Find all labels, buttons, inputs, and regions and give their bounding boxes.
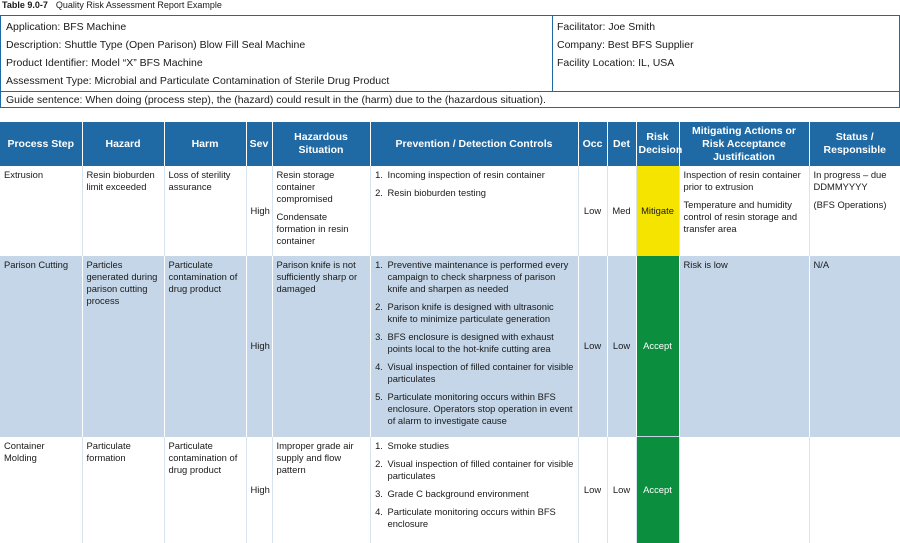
table-row (0, 256, 900, 437)
sev-cell: High (246, 437, 272, 543)
status-cell (809, 437, 900, 543)
situation-cell (272, 437, 370, 543)
header-hazardous-situation: Hazardous Situation (272, 122, 370, 166)
header-sev: Sev (246, 122, 272, 166)
det-cell: Low (607, 437, 636, 543)
risk-decision-mitigate: Mitigate (636, 166, 679, 256)
det-cell: Low (607, 256, 636, 437)
control-item: 1. Preventive maintenance is performed every campaign to check sharpness of parison knife and sharpen as needed (386, 259, 574, 295)
facility-location-field: Facility Location: IL, USA (557, 57, 674, 69)
situation-item: Parison knife is not sufficiently sharp or damaged (277, 259, 366, 295)
control-item: 1. Incoming inspection of resin container (386, 169, 574, 181)
sev-cell: High (246, 256, 272, 437)
control-item: 2. Visual inspection of filled container for visible particulates (386, 458, 574, 482)
assessment-info-box (0, 15, 900, 108)
hazard-cell: Particles generated during parison cutting process (82, 256, 164, 437)
table-row (0, 437, 900, 543)
status-item: In progress – due DDMMYYYY (814, 169, 897, 193)
header-hazard: Hazard (82, 122, 164, 166)
occ-cell: Low (578, 437, 607, 543)
guide-sentence: Guide sentence: When doing (process step), the (hazard) could result in the (harm) due to the (hazardous situation). (6, 94, 546, 106)
status-item: (BFS Operations) (814, 199, 897, 211)
action-item: Risk is low (684, 259, 805, 271)
table-row (0, 166, 900, 256)
hazard-cell: Resin bioburden limit exceeded (82, 166, 164, 256)
company-field: Company: Best BFS Supplier (557, 39, 694, 51)
header-status-responsible: Status / Responsible (809, 122, 900, 166)
header-harm: Harm (164, 122, 246, 166)
harm-cell: Particulate contamination of drug product (164, 437, 246, 543)
table-caption (2, 0, 222, 11)
control-item: 3. BFS enclosure is designed with exhaust points local to the hot-knife cutting area (386, 331, 574, 355)
control-item: 3. Grade C background environment (386, 488, 574, 500)
status-cell (809, 256, 900, 437)
actions-cell (679, 166, 809, 256)
action-item: Temperature and humidity control of resin storage and transfer area (684, 199, 805, 235)
facilitator-field: Facilitator: Joe Smith (557, 21, 655, 33)
hazard-cell: Particulate formation (82, 437, 164, 543)
harm-cell: Loss of sterility assurance (164, 166, 246, 256)
process-step-cell: Parison Cutting (0, 256, 82, 437)
actions-cell (679, 256, 809, 437)
controls-cell (370, 256, 578, 437)
table-header-row (0, 122, 900, 166)
description-field: Description: Shuttle Type (Open Parison) Blow Fill Seal Machine (6, 39, 305, 51)
product-identifier-field: Product Identifier: Model “X” BFS Machine (6, 57, 203, 69)
application-field: Application: BFS Machine (6, 21, 126, 33)
status-item: N/A (814, 259, 897, 271)
header-prevention-controls: Prevention / Detection Controls (370, 122, 578, 166)
process-step-cell: Container Molding (0, 437, 82, 543)
info-divider-horizontal (1, 91, 899, 92)
risk-decision-accept: Accept (636, 437, 679, 543)
situation-item: Improper grade air supply and flow pattern (277, 440, 366, 476)
occ-cell: Low (578, 256, 607, 437)
control-item: 4. Particulate monitoring occurs within BFS enclosure (386, 506, 574, 530)
risk-assessment-table (0, 122, 900, 543)
actions-cell (679, 437, 809, 543)
header-process-step: Process Step (0, 122, 82, 166)
header-risk-decision: Risk Decision (636, 122, 679, 166)
situation-cell (272, 256, 370, 437)
control-item: 2. Resin bioburden testing (386, 187, 574, 199)
control-item: 2. Parison knife is designed with ultrasonic knife to minimize particulate generation (386, 301, 574, 325)
controls-cell (370, 437, 578, 543)
control-item: 1. Smoke studies (386, 440, 574, 452)
harm-cell: Particulate contamination of drug product (164, 256, 246, 437)
info-divider-vertical (552, 16, 553, 91)
process-step-cell: Extrusion (0, 166, 82, 256)
table-title: Quality Risk Assessment Report Example (56, 0, 222, 10)
situation-item: Condensate formation in resin container (277, 211, 366, 247)
controls-cell (370, 166, 578, 256)
header-occ: Occ (578, 122, 607, 166)
control-item: 5. Particulate monitoring occurs within BFS enclosure. Operators stop operation in event of alarm to investigate cause (386, 391, 574, 427)
action-item: Inspection of resin container prior to extrusion (684, 169, 805, 193)
status-cell (809, 166, 900, 256)
occ-cell: Low (578, 166, 607, 256)
assessment-type-field: Assessment Type: Microbial and Particulate Contamination of Sterile Drug Product (6, 75, 389, 87)
risk-decision-accept: Accept (636, 256, 679, 437)
header-det: Det (607, 122, 636, 166)
situation-cell (272, 166, 370, 256)
table-number: Table 9.0-7 (2, 0, 48, 10)
header-mitigating-actions: Mitigating Actions or Risk Acceptance Justification (679, 122, 809, 166)
situation-item: Resin storage container compromised (277, 169, 366, 205)
sev-cell: High (246, 166, 272, 256)
det-cell: Med (607, 166, 636, 256)
control-item: 4. Visual inspection of filled container for visible particulates (386, 361, 574, 385)
